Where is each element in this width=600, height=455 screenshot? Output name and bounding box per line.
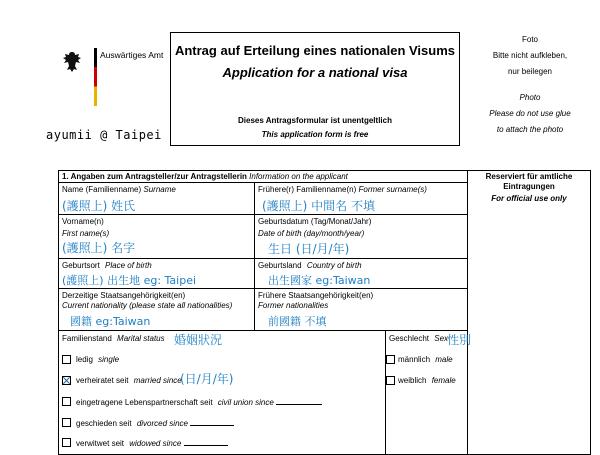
cob-label-de: Geburtsland [258, 261, 302, 270]
male-option [398, 355, 453, 365]
sex-label [389, 334, 448, 344]
widowed-label-de: verwitwet seit [76, 439, 125, 448]
marital-status-label [62, 334, 165, 344]
male-checkbox[interactable] [386, 355, 395, 364]
dob-label-de: Geburtsdatum (Tag/Monat/Jahr) [258, 217, 372, 226]
country-of-birth-field[interactable] [258, 261, 463, 271]
pob-label-de: Geburtsort [62, 261, 100, 270]
dob-label-en: Date of birth (day/month/year) [258, 229, 365, 238]
photo-note-en-2: to attach the photo [496, 125, 564, 134]
widowed-date-field[interactable] [184, 438, 228, 446]
sex-annotation: 性別 [447, 333, 472, 347]
former-surname-field[interactable] [258, 185, 463, 195]
former-surname-label-en: Former surname(s) [358, 185, 427, 194]
surname-label-en: Surname [143, 185, 176, 194]
section-title-de: 1. Angaben zum Antragsteller/zur Antragstellerin [62, 172, 247, 181]
single-label-de: ledig [76, 355, 93, 364]
sex-label-en: Sex [434, 334, 449, 343]
marital-label-en: Marital status [117, 334, 165, 343]
marital-label-de: Familienstand [62, 334, 112, 343]
former-surname-label-de: Frühere(r) Familienname(n) [258, 185, 357, 194]
free-notice-de: Dieses Antragsformular ist unentgeltlich [238, 116, 392, 125]
divorced-label-en: divorced since [136, 419, 188, 428]
male-label-en: male [435, 355, 453, 364]
photo-label-de: Foto [521, 35, 538, 44]
pob-label-en: Place of birth [105, 261, 152, 270]
married-label-de: verheiratet seit [76, 376, 129, 385]
married-label-en: married since [133, 376, 182, 385]
married-checkbox[interactable] [62, 376, 71, 385]
form-title-en: Application for a national visa [222, 65, 408, 80]
pob-annotation: (護照上) 出生地 eg: Taipei [62, 274, 197, 287]
sex-label-de: Geschlecht [389, 334, 430, 343]
former-surname-annotation: (護照上) 中間名 不填 [262, 199, 375, 213]
surname-annotation: (護照上) 姓氏 [62, 199, 136, 213]
free-notice-en: This application form is free [261, 130, 369, 139]
flag-bar [94, 48, 97, 106]
married-option [76, 376, 182, 386]
section-title [62, 172, 348, 182]
widowed-option [76, 438, 228, 449]
divorced-date-field[interactable] [190, 418, 234, 426]
cob-annotation: 出生國家 eg:Taiwan [268, 274, 371, 287]
surname-label-de: Name (Familienname) [62, 185, 142, 194]
federal-eagle-logo [62, 50, 82, 74]
first-name-label-en: First name(s) [62, 229, 110, 238]
single-checkbox[interactable] [62, 355, 71, 364]
cob-label-en: Country of birth [306, 261, 362, 270]
divorced-option [76, 418, 234, 429]
former-nationality-field[interactable] [258, 291, 463, 311]
married-date-annotation: (日/月/年) [180, 372, 234, 386]
official-use-de: Reserviert für amtliche Eintragungen [485, 172, 573, 191]
civil-union-checkbox[interactable] [62, 397, 71, 406]
photo-label-en: Photo [519, 93, 541, 102]
civil-union-label-en: civil union since [217, 398, 274, 407]
nationality-annotation: 國籍 eg:Taiwan [70, 315, 151, 328]
widowed-checkbox[interactable] [62, 438, 71, 447]
official-use-label [470, 172, 588, 204]
surname-field[interactable] [62, 185, 252, 195]
place-of-birth-field[interactable] [62, 261, 252, 271]
former-nationality-label-de: Frühere Staatsangehörigkeit(en) [258, 291, 374, 300]
first-name-annotation: (護照上) 名字 [62, 241, 136, 255]
marital-annotation: 婚姻狀況 [174, 333, 223, 347]
female-label-de: weiblich [398, 376, 427, 385]
former-nationality-annotation: 前國籍 不填 [268, 315, 327, 328]
official-use-en: For official use only [491, 194, 567, 203]
section-title-en: Information on the applicant [249, 172, 348, 181]
female-checkbox[interactable] [386, 376, 395, 385]
form-title-de: Antrag auf Erteilung eines nationalen Visums [174, 43, 456, 58]
divorced-label-de: geschieden seit [76, 419, 132, 428]
photo-note-de-1: Bitte nicht aufkleben, [492, 51, 568, 60]
photo-area [470, 34, 590, 136]
current-nationality-field[interactable] [62, 291, 252, 311]
civil-union-label-de: eingetragene Lebenspartnerschaft seit [76, 398, 213, 407]
photo-note-de-2: nur beilegen [507, 67, 553, 76]
single-option [76, 355, 119, 365]
female-label-en: female [431, 376, 456, 385]
dob-annotation: 生日 (日/月/年) [268, 242, 350, 256]
single-label-en: single [98, 355, 120, 364]
female-option [398, 376, 456, 386]
photo-note-en-1: Please do not use glue [489, 109, 571, 118]
civil-union-date-field[interactable] [276, 397, 322, 405]
ministry-name: Auswärtiges Amt [100, 50, 164, 60]
civil-union-option [76, 397, 322, 408]
male-label-de: männlich [398, 355, 431, 364]
first-name-label-de: Vorname(n) [62, 217, 104, 226]
nationality-label-en: Current nationality (please state all nationalities) [62, 301, 233, 310]
watermark-text: ayumii @ Taipei [46, 128, 162, 142]
former-nationality-label-en: Former nationalities [258, 301, 329, 310]
widowed-label-en: widowed since [129, 439, 182, 448]
nationality-label-de: Derzeitige Staatsangehörigkeit(en) [62, 291, 186, 300]
date-of-birth-field[interactable] [258, 217, 463, 239]
first-name-field[interactable] [62, 217, 252, 239]
divorced-checkbox[interactable] [62, 418, 71, 427]
